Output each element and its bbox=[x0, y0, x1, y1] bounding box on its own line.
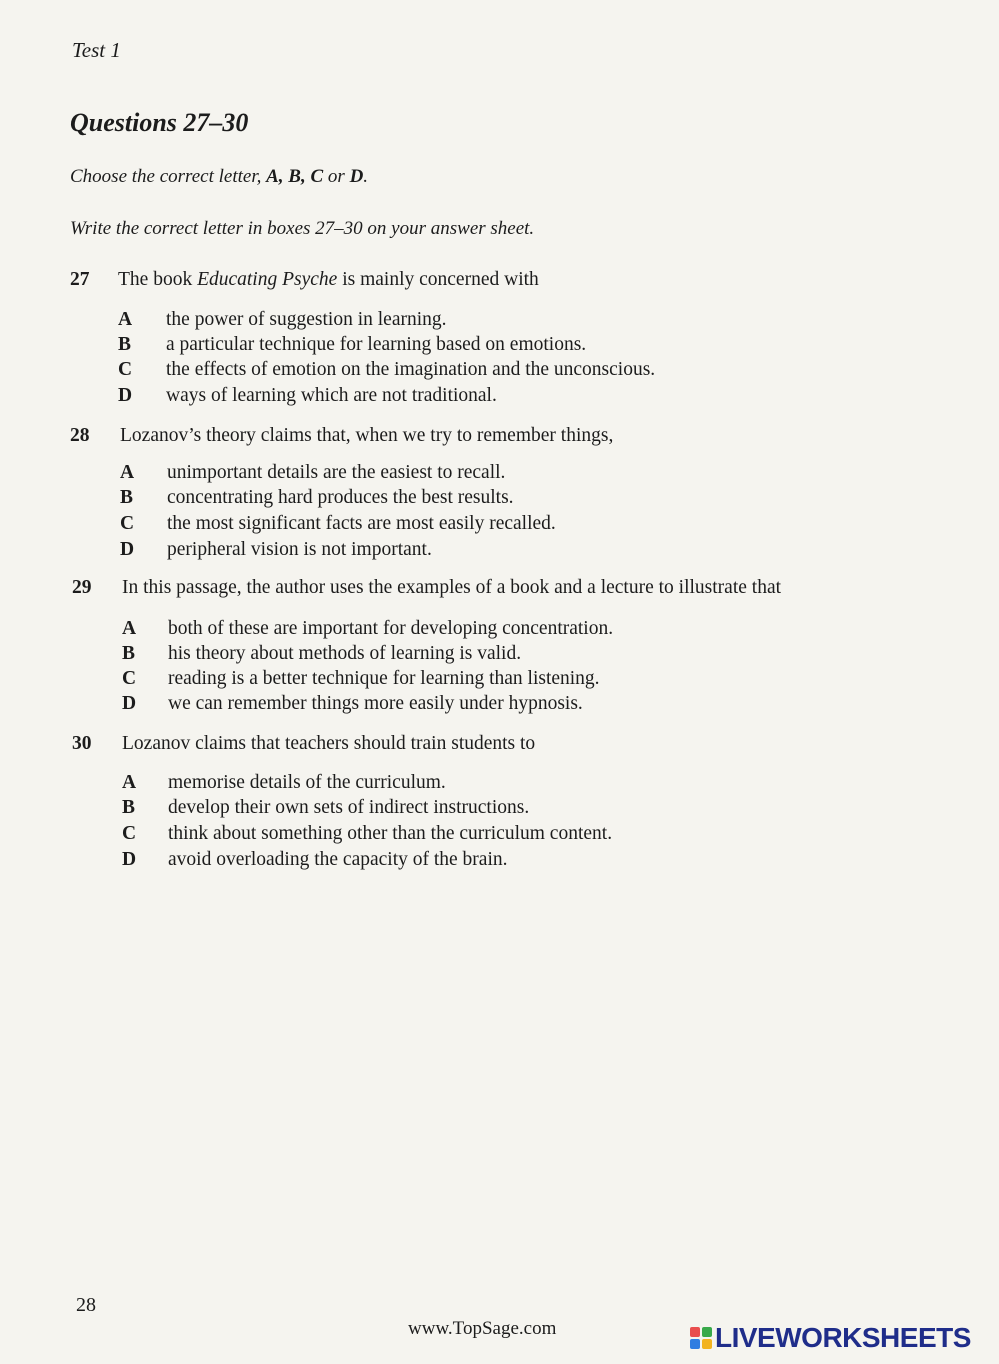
instruction-write: Write the correct letter in boxes 27–30 on your answer sheet. bbox=[70, 218, 535, 239]
question-number: 27 bbox=[70, 269, 90, 290]
section-title: Questions 27–30 bbox=[70, 108, 249, 137]
question-stem: In this passage, the author uses the examples of a book and a lecture to illustrate that bbox=[122, 577, 782, 598]
page-number: 28 bbox=[76, 1294, 96, 1316]
question-stem: The book Educating Psyche is mainly concerned with bbox=[118, 269, 539, 290]
liveworksheets-logo[interactable] bbox=[690, 1322, 971, 1354]
question-stem: Lozanov claims that teachers should train students to bbox=[122, 733, 536, 754]
liveworksheets-icon bbox=[690, 1327, 712, 1349]
question-number: 29 bbox=[72, 577, 92, 598]
question-number: 30 bbox=[72, 733, 92, 754]
instruction-choose: Choose the correct letter, A, B, C or D. bbox=[70, 166, 369, 187]
brand-name: LIVEWORKSHEETS bbox=[715, 1322, 971, 1353]
question-stem: Lozanov’s theory claims that, when we try to remember things, bbox=[120, 425, 614, 446]
footer-url: www.TopSage.com bbox=[408, 1318, 557, 1339]
question-number: 28 bbox=[70, 425, 90, 446]
running-head: Test 1 bbox=[72, 38, 121, 62]
